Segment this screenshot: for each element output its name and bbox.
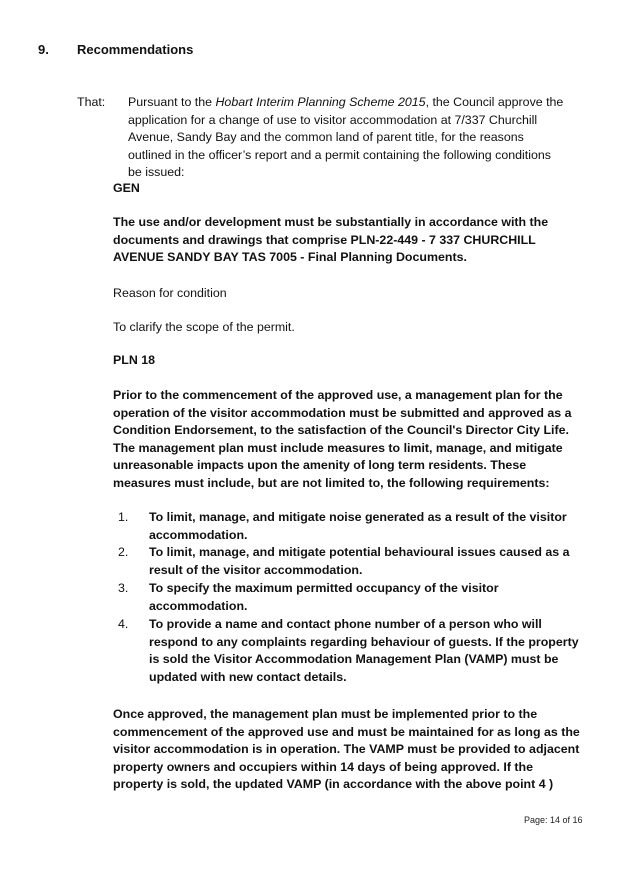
gen-reason-label: Reason for condition [113,286,227,300]
list-item-text: To provide a name and contact phone number of a person who will respond to any complaints regarding behaviour of guests. If the property is sold the Visitor Accommodation Management Plan (VAMP) must be updated with new contact details. [149,617,579,684]
intro-text-end: , the Council approve the application for a change of use to visitor accommodation at 7/337 Churchill Avenue, Sandy Bay and the common land of parent title, for the reasons outlined in the officer’s report and a permit containing the following conditions be issued: [128,95,564,179]
that-label: That: [77,95,106,109]
pln18-condition: Prior to the commencement of the approved use, a management plan for the operation of the visitor accommodation must be submitted and approved as a Condition Endorsement, to the satisfaction of the Council's Director City Life. The management plan must include measures to limit, manage, and mitigate unreasonable impacts upon the amenity of long term residents. These measures must include, but are not limited to, the following requirements: [113,388,572,490]
intro-text-start: Pursuant to the [128,95,216,109]
list-item-text: To specify the maximum permitted occupancy of the visitor accommodation. [149,581,499,613]
section-title: Recommendations [77,42,194,57]
list-item-number: 2. [118,545,129,559]
pln18-code: PLN 18 [113,353,156,367]
page-number: Page: 14 of 16 [524,815,583,825]
list-item-number: 4. [118,617,129,631]
list-item-text: To limit, manage, and mitigate potential behavioural issues caused as a result of the visitor accommodation. [149,545,570,577]
list-item-number: 1. [118,510,129,524]
intro-paragraph [128,94,568,182]
list-item-number: 3. [118,581,129,595]
gen-code: GEN [113,181,140,195]
pln18-closing: Once approved, the management plan must be implemented prior to the commencement of the approved use and must be maintained for as long as the visitor accommodation is in operation. The VAMP must be provided to adjacent property owners and occupiers within 14 days of being approved. If the property is sold, the updated VAMP (in accordance with the above point 4 ) [113,707,580,791]
gen-reason: To clarify the scope of the permit. [113,320,295,334]
gen-condition: The use and/or development must be substantially in accordance with the documents and drawings that comprise PLN-22-449 - 7 337 CHURCHILL AVENUE SANDY BAY TAS 7005 - Final Planning Documents. [113,215,549,264]
section-number: 9. [38,42,49,57]
planning-scheme-name: Hobart Interim Planning Scheme 2015 [215,95,426,109]
list-item-text: To limit, manage, and mitigate noise generated as a result of the visitor accommodation. [149,510,567,542]
